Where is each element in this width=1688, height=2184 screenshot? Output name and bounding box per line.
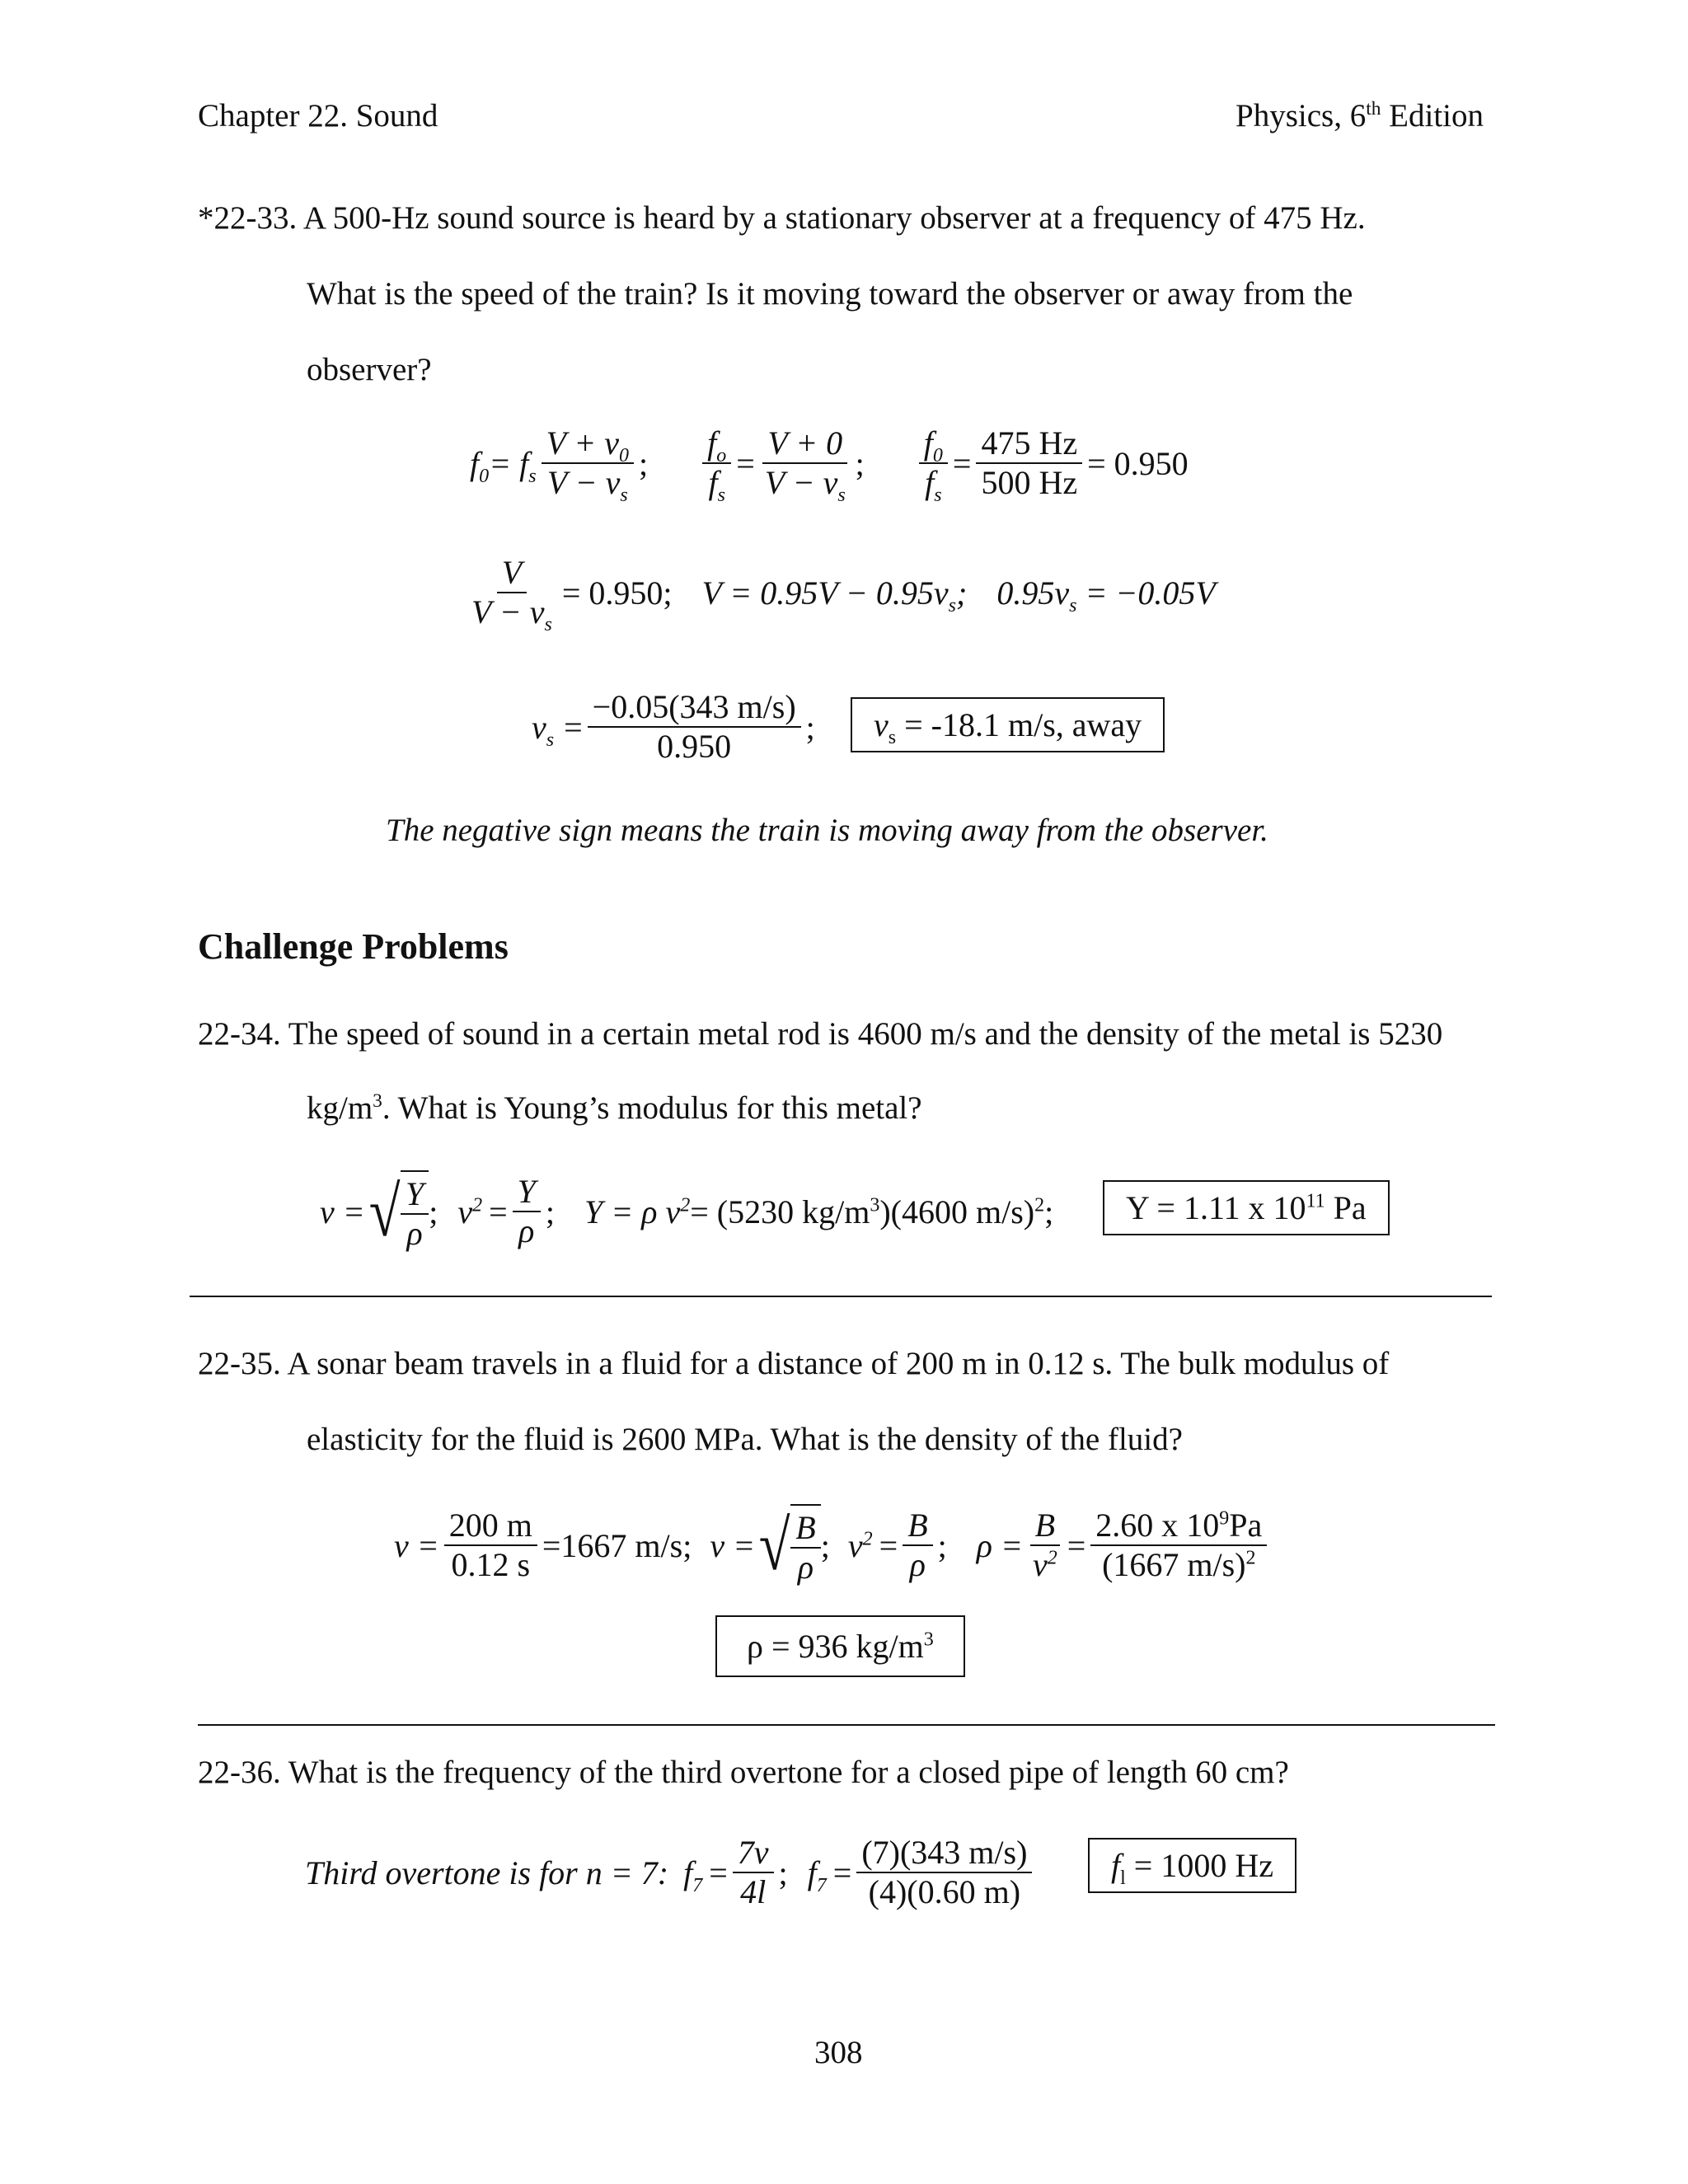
problem-33-line1: *22-33. A 500-Hz sound source is heard by a stationary observer at a frequency of 475 Hz. xyxy=(198,200,1366,236)
problem-35-line2: elasticity for the fluid is 2600 MPa. What is the density of the fluid? xyxy=(307,1422,1183,1457)
header-book: Physics, 6th Edition xyxy=(1236,98,1484,134)
problem-33-line3: observer? xyxy=(307,352,432,387)
problem-34-answer-box: Y = 1.11 x $10^{11}$ Pa xyxy=(1103,1180,1390,1235)
header-chapter: Chapter 22. Sound xyxy=(198,98,438,134)
problem-34-line2: $kg/m^3$. What is Young’s modulus for this metal? xyxy=(307,1090,922,1126)
section-heading: Challenge Problems xyxy=(198,926,509,967)
problem-33-line2: What is the speed of the train? Is it moving toward the observer or away from the xyxy=(307,276,1353,312)
problem-35-answer-box: ρ = 936 $kg/m^3$ xyxy=(715,1615,965,1677)
problem-33-equation-1: $f_0$ = $f_s$ $\frac{V + v_0}{V - v_s}$ ; $\frac{f_o}{f_s}$ = $\frac{V + 0}{V - v_s}$ ; $\frac{f_0}{f_s}$ = $\frac{475 Hz}{500 Hz}$ = 0.950 xyxy=(470,424,1189,506)
problem-36-answer-box: $f_l = 1000$ Hz xyxy=(1088,1838,1296,1893)
problem-36-line1: 22-36. What is the frequency of the third overtone for a closed pipe of length 60 cm? xyxy=(198,1755,1289,1790)
problem-34-equation: v = √ $\frac{Y}{\rho}$ ; $v^2$ = $\frac{Y}{\rho}$ ; Y = ρ $v^2$ = (5230 $kg/m^3)(4600$ m/s)$^2$; xyxy=(320,1172,1054,1252)
problem-33-answer-box: $v_s = -18.1$ m/s, away xyxy=(851,697,1165,752)
problem-36-equation: Third overtone is for n = 7: $f_7$ = $\frac{7v}{4l}$ ; $f_7$ = $\frac{(7)(343 m/s)}{(4)(0.60 m)}$ xyxy=(305,1834,1037,1911)
divider-rule-2 xyxy=(198,1724,1495,1726)
page-number: 308 xyxy=(814,2035,863,2070)
problem-33-equation-2: $\frac{V}{V - v_s}$ = 0.950; $V = 0.95V - 0.95v_s$; $0.95v_s = -0.05V$ xyxy=(471,554,1216,635)
problem-35-equation: v = $\frac{200 m}{0.12 s}$ =1667 m/s; v = √ $\frac{B}{\rho}$ ; $v^2$ = $\frac{B}{\rho}$ ; ρ = $\frac{B}{v^2}$ = $\frac{2.60 x 10^9Pa}{(1667 m/s)^2}$ xyxy=(394,1504,1272,1586)
problem-33-note: The negative sign means the train is moving away from the observer. xyxy=(386,813,1268,848)
divider-rule-1 xyxy=(190,1296,1492,1297)
problem-35-line1: 22-35. A sonar beam travels in a fluid for a distance of 200 m in 0.12 s. The bulk modulus of xyxy=(198,1346,1390,1381)
problem-33-equation-3: $v_s$ = $\frac{-0.05(343 m/s)}{0.950}$ ; xyxy=(532,688,815,765)
problem-34-line1: 22-34. The speed of sound in a certain metal rod is 4600 m/s and the density of the metal is 5230 xyxy=(198,1016,1443,1052)
